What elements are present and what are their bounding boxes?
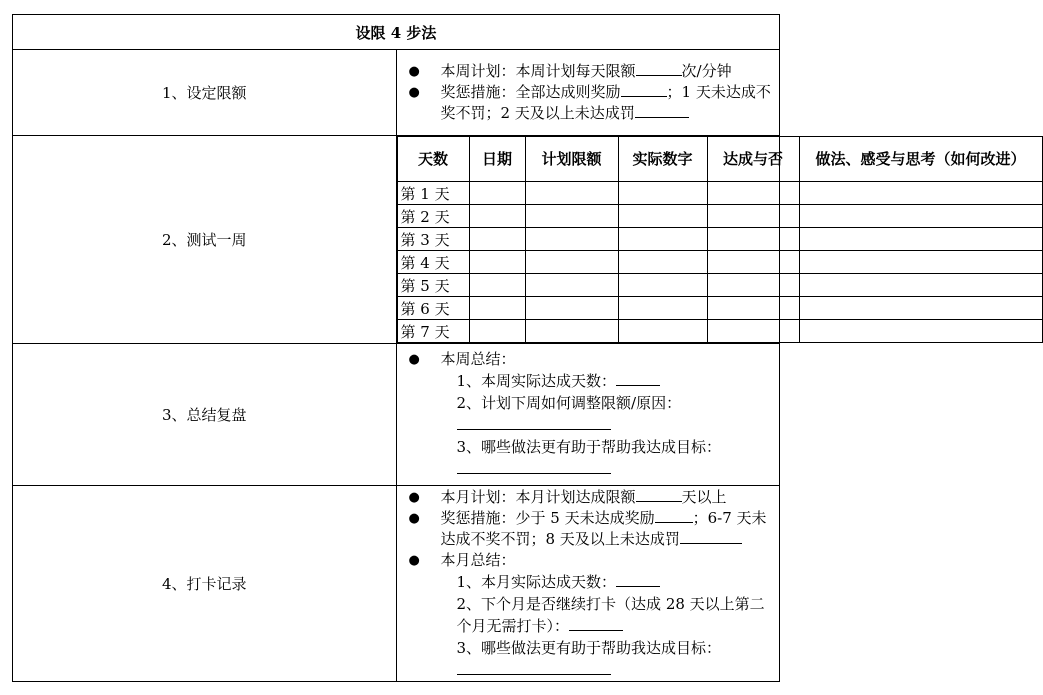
reflection-cell[interactable]: [799, 182, 1042, 205]
weekly-plan-unit: 次/分钟: [681, 62, 732, 80]
table-row: [397, 251, 1042, 274]
reward-blank[interactable]: [621, 82, 667, 97]
answer-blank[interactable]: [569, 616, 623, 631]
monthly-penalty-blank[interactable]: [680, 529, 742, 544]
bullet-monthly-summary: [407, 550, 772, 571]
bullet-monthly-reward: [407, 508, 772, 550]
reward-text: 奖惩措施：全部达成则奖励: [440, 83, 621, 101]
date-cell[interactable]: [469, 228, 525, 251]
bullet-icon: ●: [408, 64, 420, 79]
table-row: [397, 297, 1042, 320]
monthly-penalty-text: ；6-7 天未达成不奖不罚；8 天及以上未达成罚: [440, 508, 767, 548]
day-label: 第 5 天: [397, 274, 469, 297]
item-text: 2、下个月是否继续打卡（达成 28 天以上第二个月无需打卡）：: [456, 594, 765, 635]
item-text: 2、计划下周如何调整限额/原因：: [456, 394, 682, 412]
col-header-date: 日期: [469, 137, 525, 182]
achieved-cell[interactable]: [707, 251, 799, 274]
penalty-blank[interactable]: [635, 103, 689, 118]
col-header-day: 天数: [397, 137, 469, 182]
log-header-row: [397, 137, 1042, 182]
planned-cell[interactable]: [525, 182, 618, 205]
item-text: 3、哪些做法更有助于帮助我达成目标：: [456, 638, 722, 657]
bullet-icon: ●: [408, 510, 420, 526]
date-cell[interactable]: [469, 205, 525, 228]
answer-blank[interactable]: [616, 572, 660, 587]
bullet-icon: ●: [408, 85, 420, 100]
table-row: [397, 274, 1042, 297]
achieved-cell[interactable]: [707, 228, 799, 251]
bullet-reward-penalty: [407, 82, 772, 124]
col-header-actual-number: 实际数字: [618, 137, 707, 182]
planned-cell[interactable]: [525, 320, 618, 343]
reflection-cell[interactable]: [799, 320, 1042, 343]
weekly-summary-item-3: [397, 436, 780, 480]
actual-cell[interactable]: [618, 320, 707, 343]
day-label: 第 4 天: [397, 251, 469, 274]
item-text: 3、哪些做法更有助于帮助我达成目标：: [456, 438, 722, 456]
table-row: [397, 228, 1042, 251]
document-page: [12, 14, 1026, 686]
bullet-monthly-plan: [407, 487, 772, 508]
achieved-cell[interactable]: [707, 320, 799, 343]
monthly-summary-title: 本月总结：: [440, 550, 516, 569]
reflection-cell[interactable]: [799, 274, 1042, 297]
actual-cell[interactable]: [618, 251, 707, 274]
actual-cell[interactable]: [618, 297, 707, 320]
date-cell[interactable]: [469, 182, 525, 205]
table-row: [397, 320, 1042, 343]
date-cell[interactable]: [469, 320, 525, 343]
section-label-set-limit: 1、设定限额: [13, 50, 397, 136]
col-header-reflection: 做法、感受与思考（如何改进）: [799, 137, 1042, 182]
day-label: 第 6 天: [397, 297, 469, 320]
bullet-icon: ●: [408, 352, 420, 367]
planned-cell[interactable]: [525, 274, 618, 297]
date-cell[interactable]: [469, 297, 525, 320]
monthly-limit-blank[interactable]: [636, 487, 682, 502]
monthly-summary-item-3: [397, 637, 780, 681]
item-text: 1、本周实际达成天数：: [456, 372, 617, 390]
achieved-cell[interactable]: [707, 182, 799, 205]
penalty-text: ；1 天未达成不奖不罚；2 天及以上未达成罚: [440, 83, 771, 122]
answer-blank[interactable]: [457, 660, 611, 675]
monthly-plan-unit: 天以上: [681, 487, 727, 506]
col-header-achieved: 达成与否: [707, 137, 799, 182]
reflection-cell[interactable]: [799, 205, 1042, 228]
table-title: 设限 4 步法: [13, 15, 780, 50]
section-content-review: [396, 344, 780, 486]
actual-cell[interactable]: [618, 182, 707, 205]
planned-cell[interactable]: [525, 205, 618, 228]
planned-cell[interactable]: [525, 251, 618, 274]
reflection-cell[interactable]: [799, 228, 1042, 251]
reflection-cell[interactable]: [799, 251, 1042, 274]
weekly-summary-title: 本周总结：: [440, 350, 516, 368]
date-cell[interactable]: [469, 274, 525, 297]
planned-cell[interactable]: [525, 228, 618, 251]
day-label: 第 7 天: [397, 320, 469, 343]
day-label: 第 3 天: [397, 228, 469, 251]
section-label-test-week: 2、测试一周: [13, 136, 397, 344]
item-text: 1、本月实际达成天数：: [456, 572, 617, 591]
monthly-summary-item-2: [397, 593, 780, 637]
bullet-weekly-plan: [407, 61, 772, 82]
weekly-log-table: [397, 136, 1043, 343]
reflection-cell[interactable]: [799, 297, 1042, 320]
answer-blank[interactable]: [616, 371, 660, 386]
section-content-test-week: [396, 136, 1026, 344]
weekly-plan-text: 本周计划：本周计划每天限额: [440, 62, 636, 80]
weekly-limit-blank[interactable]: [636, 61, 682, 76]
section-label-checkin: 4、打卡记录: [13, 486, 397, 682]
bullet-icon: ●: [408, 489, 420, 505]
monthly-plan-text: 本月计划：本月计划达成限额: [440, 487, 636, 506]
bullet-weekly-summary: [407, 349, 772, 370]
achieved-cell[interactable]: [707, 205, 799, 228]
day-label: 第 1 天: [397, 182, 469, 205]
answer-blank[interactable]: [457, 459, 611, 474]
actual-cell[interactable]: [618, 274, 707, 297]
section-content-checkin: [396, 486, 780, 682]
weekly-summary-item-1: [397, 370, 780, 392]
planned-cell[interactable]: [525, 297, 618, 320]
section-label-review: 3、总结复盘: [13, 344, 397, 486]
bullet-icon: ●: [408, 552, 420, 568]
monthly-reward-blank[interactable]: [655, 508, 693, 523]
table-row: [397, 205, 1042, 228]
section-content-set-limit: [396, 50, 780, 136]
actual-cell[interactable]: [618, 205, 707, 228]
weekly-summary-item-2: [397, 392, 780, 436]
method-table: [12, 14, 1026, 682]
day-label: 第 2 天: [397, 205, 469, 228]
achieved-cell[interactable]: [707, 297, 799, 320]
answer-blank[interactable]: [457, 415, 611, 430]
achieved-cell[interactable]: [707, 274, 799, 297]
actual-cell[interactable]: [618, 228, 707, 251]
date-cell[interactable]: [469, 251, 525, 274]
table-row: [397, 182, 1042, 205]
monthly-summary-item-1: [397, 571, 780, 593]
monthly-reward-text: 奖惩措施：少于 5 天未达成奖励: [440, 508, 655, 527]
col-header-planned-limit: 计划限额: [525, 137, 618, 182]
